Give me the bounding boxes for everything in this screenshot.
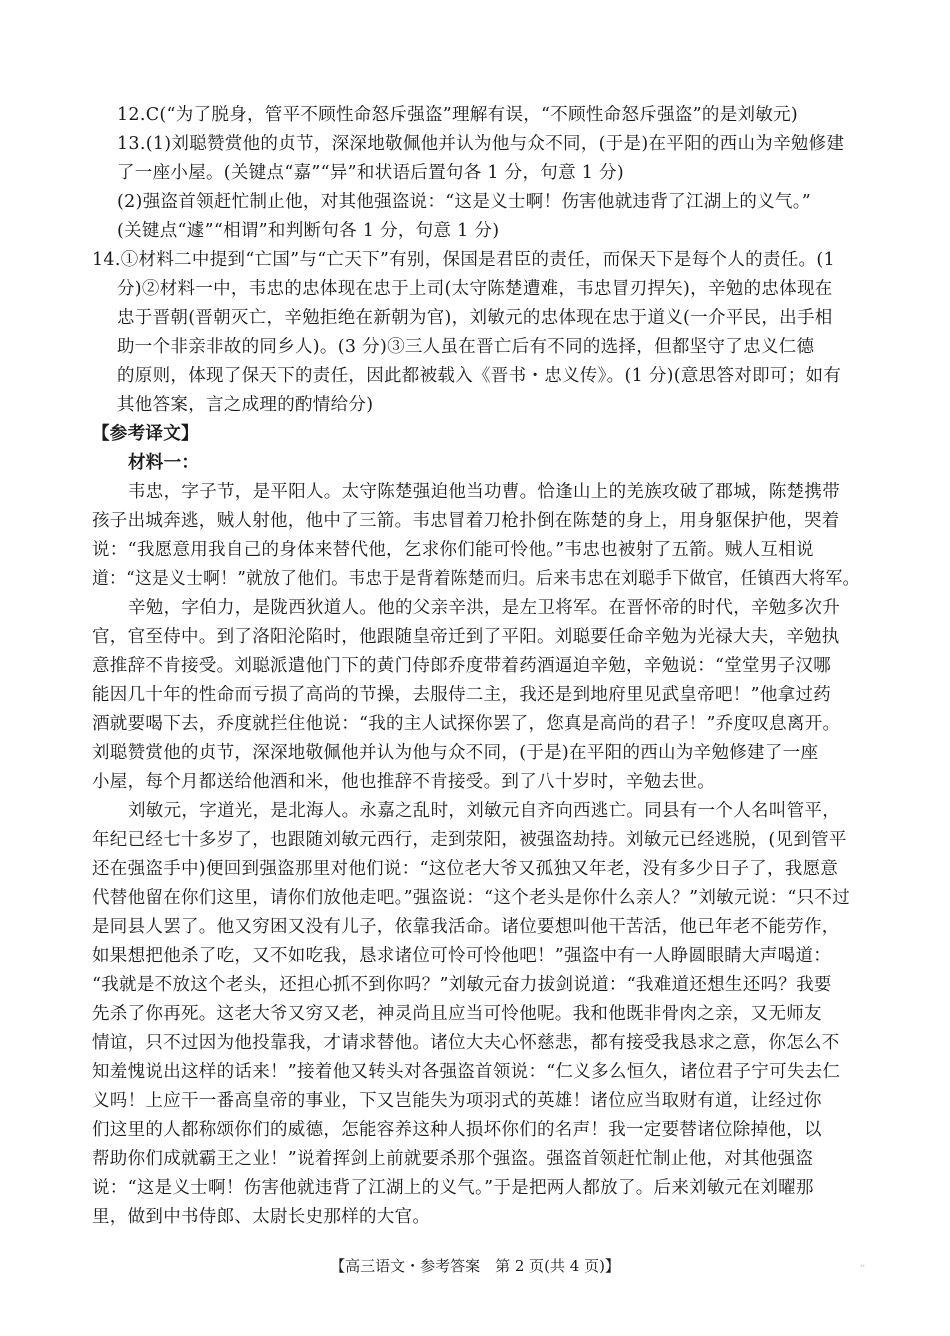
p3-line-7: “我就是不放这个老头，还担心抓不到你吗？”刘敏元奋力拔剑说道：“我难道还想生还吗？我要: [92, 975, 832, 995]
p1-line-3: 说：“我愿意用我自己的身体来替代他，乞求你们能可怜他。”韦忠也被射了五箭。贼人互相说: [92, 540, 814, 560]
translation-heading: 【参考译文】: [92, 424, 199, 444]
p3-line-15: 里，做到中书侍郎、太尉长史那样的大官。: [92, 1207, 431, 1227]
p1-line-2: 孩子出城奔逃，贼人射他，他中了三箭。韦忠冒着刀枪扑倒在陈楚的身上，用身躯保护他，哭着: [92, 511, 840, 531]
p3-line-8: 先杀了你再死。这老大爷又穷又老，神灵尚且应当可怜他呢。我和他既非骨肉之亲，又无师友: [92, 1004, 822, 1024]
p2-line-6: 刘聪赞赏他的贞节，深深地敬佩他并认为他与众不同，(于是)在平阳的西山为辛勉修建了一座: [92, 743, 819, 763]
p2-line-5: 酒就要喝下去，乔度就拦住他说：“我的主人试探你罢了，您真是高尚的君子！”乔度叹息离开。: [92, 714, 841, 734]
p3-line-2: 年纪已经七十多岁了，也跟随刘敏元西行，走到荥阳，被强盗劫持。刘敏元已经逃脱，(见到管平: [92, 830, 847, 850]
answer-14-line4: 助一个非亲非故的同乡人)。(3 分)③三人虽在晋亡后有不同的选择，但都坚守了忠义仁德: [117, 337, 815, 357]
answer-13-1-line1: 13.(1)刘聪赞赏他的贞节，深深地敬佩他并认为他与众不同，(于是)在平阳的西山为辛勉修建: [117, 134, 845, 154]
p3-line-4: 代替他留在你们这里，请你们放他走吧。”强盗说：“这个老头是你什么亲人？”刘敏元说：“只不过: [92, 888, 851, 908]
answer-12: 12.C(“为了脱身，管平不顾性命怒斥强盗”理解有误，“不顾性命怒斥强盗”的是刘敏元): [117, 105, 799, 125]
p3-line-9: 情谊，只不过因为他投靠我，才请求替他。诸位大夫心怀慈悲，都有接受我恳求之意，你怎么不: [92, 1033, 840, 1053]
p3-line-11: 义吗！上应干一番高皇帝的事业，下又岂能失为项羽式的英雄！诸位应当取财有道，让经过你: [92, 1091, 822, 1111]
corner-mark: ··: [860, 1262, 866, 1271]
material-one-label: 材料一：: [128, 453, 200, 473]
page-footer: 【高三语文・参考答案 第 2 页(共 4 页)】: [330, 1257, 620, 1275]
p2-line-3: 意推辞不肯接受。刘聪派遣他门下的黄门侍郎乔度带着药酒逼迫辛勉，辛勉说：“堂堂男子汉哪: [92, 656, 832, 676]
answer-14-line1: 14.①材料二中提到“亡国”与“亡天下”有别，保国是君臣的责任，而保天下是每个人的责任。(1: [92, 250, 835, 270]
p1-line-1: 韦忠，字子节，是平阳人。太守陈楚强迫他当功曹。恰逢山上的羌族攻破了郡城，陈楚携带: [128, 482, 840, 502]
p2-line-4: 能因几十年的性命而亏损了高尚的节操，去服侍二主，我还是到地府里见武皇帝吧！”他拿过药: [92, 685, 832, 705]
answer-14-line6: 其他答案，言之成理的酌情给分): [117, 395, 374, 415]
p1-line-4: 道：“这是义士啊！”就放了他们。韦忠于是背着陈楚而归。后来韦忠在刘聪手下做官，任镇西大将军。: [92, 569, 860, 589]
answer-13-2-line1: (2)强盗首领赶忙制止他，对其他强盗说：“这是义士啊！伤害他就违背了江湖上的义气。”: [117, 192, 812, 212]
answer-14-line3: 忠于晋朝(晋朝灭亡，辛勉拒绝在新朝为官)，刘敏元的忠体现在忠于道义(一介平民，出手相: [117, 308, 833, 328]
answer-14-line2: 分)②材料一中，韦忠的忠体现在忠于上司(太守陈楚遭难，韦忠冒刃捍矢)，辛勉的忠体现在: [117, 279, 833, 299]
answer-14-line5: 的原则，体现了保天下的责任，因此都被载入《晋书・忠义传》。(1 分)(意思答对即可；如有: [117, 366, 842, 386]
p3-line-10: 知羞愧说出这样的话来！”接着他又转头对各强盗首领说：“仁义多么恒久，诸位君子宁可失去仁: [92, 1062, 841, 1082]
p2-line-7: 小屋，每个月都送给他酒和米，他也推辞不肯接受。到了八十岁时，辛勉去世。: [92, 772, 715, 792]
p3-line-3: 还在强盗手中)便回到强盗那里对他们说：“这位老大爷又孤独又年老，没有多少日子了，我愿意: [92, 859, 839, 879]
p3-line-6: 如果想把他杀了吃，又不如吃我，恳求诸位可怜可怜他吧！”强盗中有一人睁圆眼睛大声喝道：: [92, 946, 832, 966]
p3-line-1: 刘敏元，字道光，是北海人。永嘉之乱时，刘敏元自齐向西逃亡。同县有一个人名叫管平，: [128, 801, 840, 821]
p3-line-14: 说：“这是义士啊！伤害他就违背了江湖上的义气。”于是把两人都放了。后来刘敏元在刘曜那: [92, 1178, 814, 1198]
answer-13-2-line2: (关键点“遽”“相谓”和判断句各 1 分，句意 1 分): [117, 221, 500, 241]
p2-line-1: 辛勉，字伯力，是陇西狄道人。他的父亲辛洪，是左卫将军。在晋怀帝的时代，辛勉多次升: [128, 598, 840, 618]
p3-line-13: 帮助你们成就霸王之业！”说着挥剑上前就要杀那个强盗。强盗首领赶忙制止他，对其他强盗: [92, 1149, 814, 1169]
answer-13-1-line2: 了一座小屋。(关键点“嘉”“异”和状语后置句各 1 分，句意 1 分): [117, 163, 624, 183]
p2-line-2: 官，官至侍中。到了洛阳沦陷时，他跟随皇帝迁到了平阳。刘聪要任命辛勉为光禄大夫，辛勉执: [92, 627, 840, 647]
p3-line-12: 们这里的人都称颂你们的威德，怎能容养这种人损坏你们的名声！我一定要替诸位除掉他，以: [92, 1120, 822, 1140]
p3-line-5: 是同县人罢了。他又穷困又没有儿子，依靠我活命。诸位要想叫他干苦活，他已年老不能劳作，: [92, 917, 840, 937]
